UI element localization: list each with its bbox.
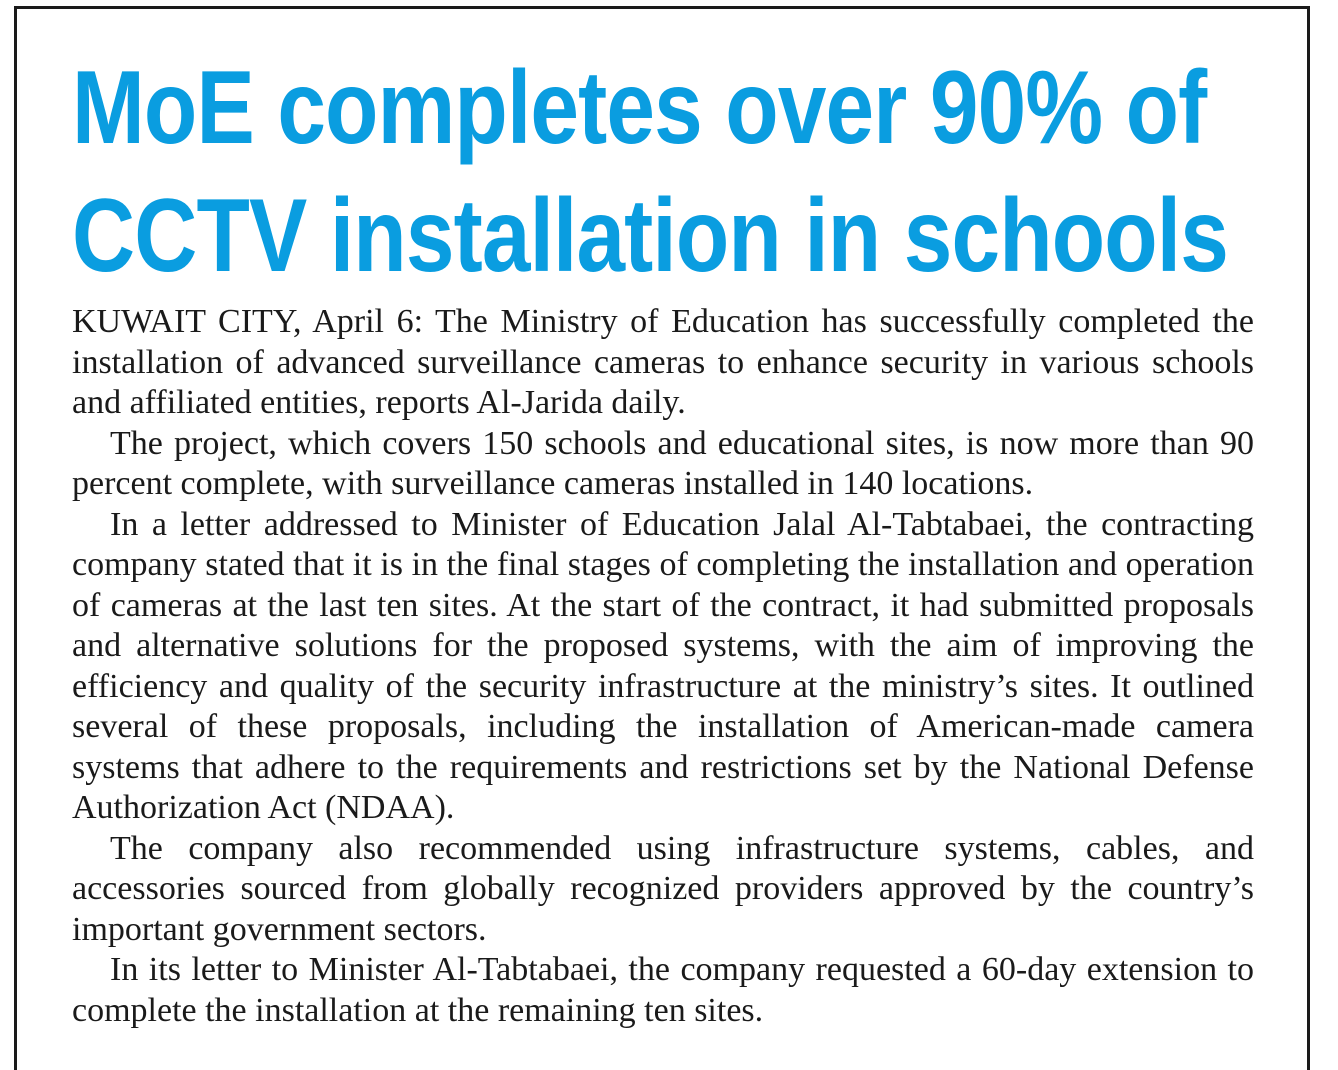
article-paragraph: In a letter addressed to Minister of Education Jalal Al-Tabtabaei, the contracting company stated that it is in the final stages of completing the installation and operation of cameras at the last ten sites. At the start of the contract, it had submitted proposals and alternative solutions for the proposed systems, with the aim of improving the efficiency and quality of the security infrastructure at the ministry’s sites. It outlined several of these proposals, including the installation of American-made camera systems that adhere to the requirements and restrictions set by the National Defense Authorization Act (NDAA).	[72, 505, 1254, 826]
article-paragraph: KUWAIT CITY, April 6: The Ministry of Education has successfully completed the installation of advanced surveillance cameras to enhance security in various schools and affiliated entities, reports Al-Jarida daily.	[72, 303, 1254, 421]
article-paragraph: The company also recommended using infrastructure systems, cables, and accessories sourced from globally recognized providers approved by the country’s important government sectors.	[72, 829, 1254, 948]
article-body	[72, 302, 1254, 1031]
article-paragraph: In its letter to Minister Al-Tabtabaei, the company requested a 60-day extension to complete the installation at the remaining ten sites.	[72, 951, 1254, 1029]
headline-line-2: CCTV installation in schools	[72, 178, 1228, 294]
headline-line-1: MoE completes over 90% of	[72, 50, 1207, 166]
article-paragraph: The project, which covers 150 schools and educational sites, is now more than 90 percent complete, with surveillance cameras installed in 140 locations.	[72, 424, 1254, 502]
article-headline	[72, 44, 1228, 300]
